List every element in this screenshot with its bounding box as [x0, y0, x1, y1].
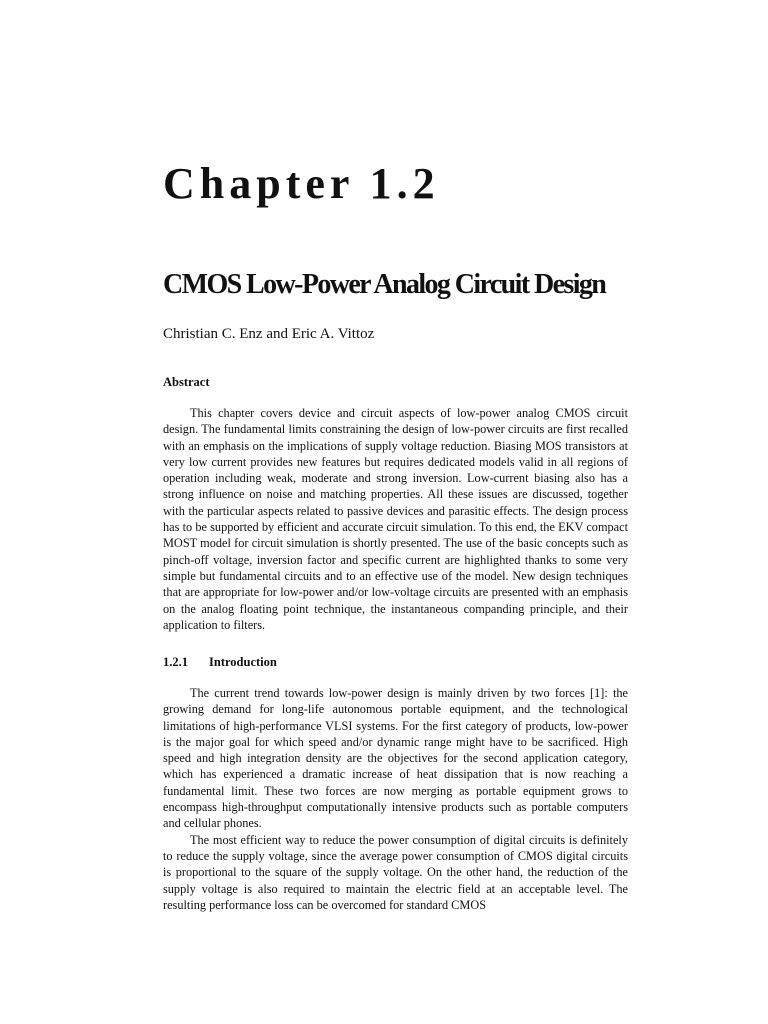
abstract-text: This chapter covers device and circuit aspects of low-power analog CMOS circuit design. The fundamental limits constraining the design of low-power circuits are first recalled with an emphasis on the implications of supply voltage reduction. Biasing MOS transistors at very low current provides new features but requires dedicated models valid in all regions of operation including weak, moderate and strong inversion. Low-current biasing also has a strong influence on noise and matching properties. All these issues are discussed, together with the particular aspects related to passive devices and parasitic effects. The design process has to be supported by efficient and accurate circuit simulation. To this end, the EKV compact MOST model for circuit simulation is shortly presented. The use of the basic concepts such as pinch-off voltage, inversion factor and specific current are highlighted thanks to some very simple but fundamental circuits and to an effective use of the model. New design techniques that are appropriate for low-power and/or low-voltage circuits are presented with an emphasis on the analog floating point technique, the instantaneous companding principle, and their application to filters.: [163, 406, 628, 632]
section-heading: [163, 655, 277, 670]
authors: Christian C. Enz and Eric A. Vittoz: [163, 326, 375, 342]
section-title: Introduction: [209, 655, 277, 669]
abstract-heading: Abstract: [163, 375, 210, 389]
chapter-label: Chapter 1.2: [163, 159, 440, 208]
section-body: [163, 685, 628, 913]
section-paragraph: The current trend towards low-power design is mainly driven by two forces [1]: the growing demand for long-life autonomous portable equipment, and the technological limitations of high-performance VLSI systems. For the first category of products, low-power is the major goal for which speed and/or dynamic range might have to be sacrificed. High speed and high integration density are the objectives for the second application category, which has experienced a dramatic increase of heat dissipation that is now reaching a fundamental limit. These two forces are now merging as portable equipment grows to encompass high-throughput computationally intensive products such as portable computers and cellular phones.: [163, 686, 628, 831]
chapter-title: CMOS Low-Power Analog Circuit Design: [163, 269, 606, 300]
section-paragraph: The most efficient way to reduce the power consumption of digital circuits is definitely to reduce the supply voltage, since the average power consumption of CMOS digital circuits is proportional to the square of the supply voltage. On the other hand, the reduction of the supply voltage is also required to maintain the electric field at an acceptable level. The resulting performance loss can be overcomed for standard CMOS: [163, 832, 628, 912]
section-number: 1.2.1: [163, 655, 188, 669]
